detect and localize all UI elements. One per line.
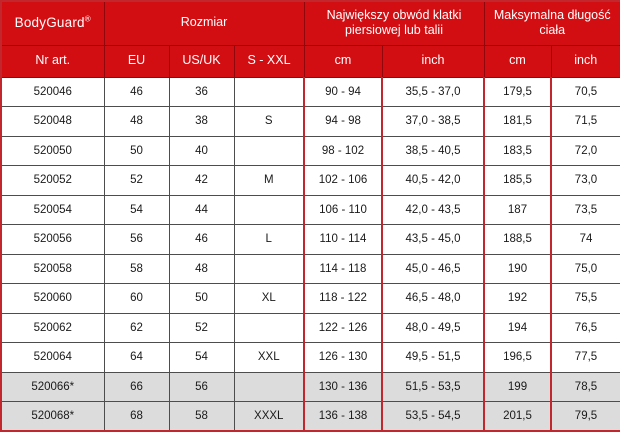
nr-art-cell: 520048 [1,107,104,137]
us-uk-size-cell: 42 [169,166,234,196]
chest-cm-cell: 114 - 118 [304,254,382,284]
length-cm-cell: 179,5 [484,77,551,107]
group-header-body-length: Maksymalna długość ciała [484,1,620,45]
length-cm-cell: 188,5 [484,225,551,255]
us-uk-size-cell: 50 [169,284,234,314]
us-uk-size-cell: 58 [169,402,234,432]
chest-inch-cell: 46,5 - 48,0 [382,284,484,314]
chest-inch-cell: 37,0 - 38,5 [382,107,484,137]
nr-art-cell: 520052 [1,166,104,196]
chest-cm-cell: 126 - 130 [304,343,382,373]
table-row-highlighted [1,402,620,432]
chest-cm-cell: 106 - 110 [304,195,382,225]
chest-cm-cell: 90 - 94 [304,77,382,107]
letter-size-cell: L [234,225,304,255]
length-cm-cell: 194 [484,313,551,343]
nr-art-cell: 520062 [1,313,104,343]
length-inch-cell: 71,5 [551,107,620,137]
header-group-row [1,1,620,45]
length-inch-cell: 78,5 [551,372,620,402]
chest-cm-cell: 118 - 122 [304,284,382,314]
table-row [1,343,620,373]
brand-name: BodyGuard [14,15,85,31]
eu-size-cell: 46 [104,77,169,107]
table-row [1,195,620,225]
chest-cm-cell: 130 - 136 [304,372,382,402]
length-cm-cell: 181,5 [484,107,551,137]
length-inch-cell: 72,0 [551,136,620,166]
table-row [1,166,620,196]
letter-size-cell: XL [234,284,304,314]
chest-cm-cell: 136 - 138 [304,402,382,432]
nr-art-cell: 520060 [1,284,104,314]
brand-logo [15,15,91,30]
chest-inch-cell: 53,5 - 54,5 [382,402,484,432]
us-uk-size-cell: 44 [169,195,234,225]
col-header-length-inch: inch [551,45,620,77]
table-row [1,313,620,343]
col-header-chest-inch: inch [382,45,484,77]
table-row-highlighted [1,372,620,402]
brand-header-cell [1,1,104,45]
us-uk-size-cell: 52 [169,313,234,343]
col-header-s-xxl: S - XXL [234,45,304,77]
table-row [1,225,620,255]
length-cm-cell: 192 [484,284,551,314]
length-inch-cell: 70,5 [551,77,620,107]
nr-art-cell: 520056 [1,225,104,255]
length-cm-cell: 187 [484,195,551,225]
chest-cm-cell: 98 - 102 [304,136,382,166]
us-uk-size-cell: 46 [169,225,234,255]
col-header-us-uk: US/UK [169,45,234,77]
chest-inch-cell: 51,5 - 53,5 [382,372,484,402]
letter-size-cell: S [234,107,304,137]
nr-art-cell: 520054 [1,195,104,225]
eu-size-cell: 66 [104,372,169,402]
us-uk-size-cell: 36 [169,77,234,107]
us-uk-size-cell: 38 [169,107,234,137]
header-columns-row [1,45,620,77]
letter-size-cell [234,195,304,225]
chest-inch-cell: 40,5 - 42,0 [382,166,484,196]
col-header-length-cm: cm [484,45,551,77]
length-cm-cell: 196,5 [484,343,551,373]
eu-size-cell: 68 [104,402,169,432]
length-inch-cell: 79,5 [551,402,620,432]
letter-size-cell [234,313,304,343]
eu-size-cell: 52 [104,166,169,196]
letter-size-cell [234,254,304,284]
us-uk-size-cell: 40 [169,136,234,166]
col-header-eu: EU [104,45,169,77]
eu-size-cell: 64 [104,343,169,373]
letter-size-cell [234,136,304,166]
eu-size-cell: 54 [104,195,169,225]
eu-size-cell: 56 [104,225,169,255]
length-inch-cell: 73,0 [551,166,620,196]
letter-size-cell [234,77,304,107]
length-inch-cell: 75,5 [551,284,620,314]
eu-size-cell: 60 [104,284,169,314]
chest-inch-cell: 43,5 - 45,0 [382,225,484,255]
table-row [1,77,620,107]
table-row [1,136,620,166]
chest-cm-cell: 94 - 98 [304,107,382,137]
nr-art-cell: 520064 [1,343,104,373]
chest-inch-cell: 48,0 - 49,5 [382,313,484,343]
letter-size-cell [234,372,304,402]
brand-registered-mark: ® [84,14,91,24]
group-header-rozmiar: Rozmiar [104,1,304,45]
length-inch-cell: 76,5 [551,313,620,343]
length-cm-cell: 201,5 [484,402,551,432]
chest-inch-cell: 42,0 - 43,5 [382,195,484,225]
chest-inch-cell: 35,5 - 37,0 [382,77,484,107]
col-header-chest-cm: cm [304,45,382,77]
nr-art-cell: 520046 [1,77,104,107]
table-row [1,107,620,137]
length-inch-cell: 73,5 [551,195,620,225]
chest-inch-cell: 49,5 - 51,5 [382,343,484,373]
length-inch-cell: 74 [551,225,620,255]
eu-size-cell: 50 [104,136,169,166]
nr-art-cell: 520058 [1,254,104,284]
length-inch-cell: 75,0 [551,254,620,284]
eu-size-cell: 48 [104,107,169,137]
length-inch-cell: 77,5 [551,343,620,373]
us-uk-size-cell: 48 [169,254,234,284]
nr-art-cell: 520050 [1,136,104,166]
chest-cm-cell: 102 - 106 [304,166,382,196]
letter-size-cell: XXL [234,343,304,373]
letter-size-cell: XXXL [234,402,304,432]
length-cm-cell: 185,5 [484,166,551,196]
length-cm-cell: 190 [484,254,551,284]
group-header-chest-circumference: Największy obwód klatki piersiowej lub talii [304,1,484,45]
us-uk-size-cell: 54 [169,343,234,373]
chest-inch-cell: 45,0 - 46,5 [382,254,484,284]
nr-art-cell: 520068* [1,402,104,432]
col-header-nr-art: Nr art. [1,45,104,77]
letter-size-cell: M [234,166,304,196]
table-row [1,254,620,284]
chest-cm-cell: 110 - 114 [304,225,382,255]
chest-cm-cell: 122 - 126 [304,313,382,343]
us-uk-size-cell: 56 [169,372,234,402]
eu-size-cell: 58 [104,254,169,284]
length-cm-cell: 199 [484,372,551,402]
chest-inch-cell: 38,5 - 40,5 [382,136,484,166]
eu-size-cell: 62 [104,313,169,343]
table-row [1,284,620,314]
nr-art-cell: 520066* [1,372,104,402]
length-cm-cell: 183,5 [484,136,551,166]
